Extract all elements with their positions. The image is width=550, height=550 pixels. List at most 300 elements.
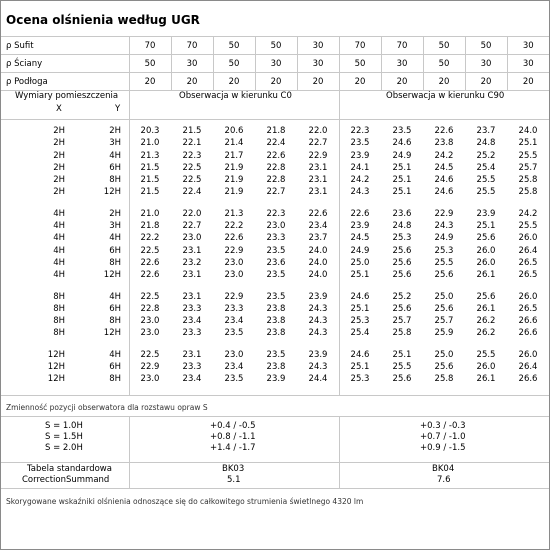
ugr-value: 23.9 xyxy=(308,349,328,360)
ugr-value: 23.0 xyxy=(266,221,286,232)
reflectance-row xyxy=(1,55,549,73)
reflectance-value: 50 xyxy=(423,37,465,55)
ugr-value: 21.7 xyxy=(224,150,244,161)
room-x: 8H xyxy=(53,291,65,302)
ugr-value: 24.0 xyxy=(308,257,328,268)
room-y: 4H xyxy=(109,233,121,244)
observation-header xyxy=(1,87,549,120)
ugr-value: 25.6 xyxy=(476,291,496,302)
ugr-value: 25.8 xyxy=(434,374,454,385)
ugr-value: 22.1 xyxy=(182,138,202,149)
room-x: 12H xyxy=(47,362,65,373)
ugr-value: 25.1 xyxy=(392,162,412,173)
ugr-value: 24.6 xyxy=(434,175,454,186)
ugr-value: 26.5 xyxy=(518,303,538,314)
ugr-value: 26.1 xyxy=(476,374,496,385)
ugr-value: 23.4 xyxy=(182,316,202,327)
room-x: 4H xyxy=(53,270,65,281)
ugr-value: 23.6 xyxy=(392,208,412,219)
ugr-value: 26.0 xyxy=(518,291,538,302)
ugr-value: 25.6 xyxy=(434,303,454,314)
room-dimensions-label: Wymiary pomieszczenia xyxy=(15,91,119,101)
c0-variation: +0.8 / -1.1 xyxy=(210,432,256,442)
ugr-value: 23.9 xyxy=(350,150,370,161)
table-row xyxy=(1,174,549,186)
ugr-value: 24.9 xyxy=(350,245,370,256)
reflectance-value: 20 xyxy=(255,73,297,91)
ugr-value: 21.0 xyxy=(140,138,160,149)
ugr-value: 26.6 xyxy=(518,374,538,385)
room-x: 2H xyxy=(53,150,65,161)
ugr-value: 23.5 xyxy=(224,374,244,385)
ugr-value: 25.1 xyxy=(392,187,412,198)
room-y: 6H xyxy=(109,245,121,256)
ugr-value: 24.2 xyxy=(518,208,538,219)
room-x: 4H xyxy=(53,208,65,219)
ugr-value: 23.1 xyxy=(308,162,328,173)
ugr-value: 24.6 xyxy=(392,138,412,149)
c90-standard-table: BK04 xyxy=(432,464,455,474)
ugr-value: 22.6 xyxy=(434,126,454,136)
ugr-value: 25.6 xyxy=(392,303,412,314)
ugr-value: 23.8 xyxy=(266,303,286,314)
ugr-value: 25.6 xyxy=(392,270,412,281)
reflectance-row xyxy=(1,37,549,55)
table-row xyxy=(1,150,549,162)
room-x: 8H xyxy=(53,303,65,314)
ugr-value: 24.5 xyxy=(434,162,454,173)
ugr-value: 26.1 xyxy=(476,270,496,281)
room-y: 8H xyxy=(109,374,121,385)
ugr-value: 22.8 xyxy=(266,175,286,186)
room-x: 2H xyxy=(53,175,65,186)
room-x: 2H xyxy=(53,162,65,173)
ugr-value: 23.7 xyxy=(476,126,496,136)
ugr-value: 23.1 xyxy=(182,270,202,281)
table-row xyxy=(1,361,549,373)
ugr-value: 22.6 xyxy=(350,208,370,219)
ugr-value: 25.2 xyxy=(392,291,412,302)
ugr-value: 25.4 xyxy=(476,162,496,173)
reflectance-value: 20 xyxy=(465,73,507,91)
ugr-value: 21.8 xyxy=(266,126,286,136)
reflectance-value: 20 xyxy=(213,73,255,91)
room-y: 2H xyxy=(109,126,121,136)
ugr-value: 22.6 xyxy=(266,150,286,161)
reflectance-value: 30 xyxy=(297,55,339,73)
ugr-value: 23.0 xyxy=(140,374,160,385)
table-row xyxy=(1,137,549,149)
reflectance-value: 50 xyxy=(339,55,381,73)
spacing-label: S = 2.0H xyxy=(45,443,83,453)
table-row xyxy=(1,220,549,232)
ugr-value: 21.9 xyxy=(224,175,244,186)
ugr-value: 25.1 xyxy=(392,349,412,360)
ugr-value: 25.6 xyxy=(392,245,412,256)
room-x: 4H xyxy=(53,257,65,268)
c90-variation: +0.9 / -1.5 xyxy=(420,443,466,453)
reflectance-value: 50 xyxy=(465,37,507,55)
ugr-value: 22.9 xyxy=(308,150,328,161)
ugr-value: 23.3 xyxy=(182,303,202,314)
ugr-value: 23.9 xyxy=(476,208,496,219)
ugr-value: 23.0 xyxy=(140,328,160,339)
ugr-value: 21.5 xyxy=(182,126,202,136)
group-spacer xyxy=(1,282,549,291)
ugr-value: 22.8 xyxy=(266,162,286,173)
c90-variation: +0.3 / -0.3 xyxy=(420,421,466,431)
c0-correction-summand: 5.1 xyxy=(227,475,241,485)
ugr-value: 23.9 xyxy=(266,374,286,385)
ugr-value: 25.5 xyxy=(476,175,496,186)
ugr-value: 22.6 xyxy=(224,233,244,244)
room-y: 3H xyxy=(109,221,121,232)
ugr-value: 24.5 xyxy=(350,233,370,244)
ugr-value: 23.3 xyxy=(266,233,286,244)
ugr-value: 22.0 xyxy=(182,208,202,219)
ugr-value: 23.7 xyxy=(308,233,328,244)
ugr-value: 24.9 xyxy=(392,150,412,161)
correction-summand-label: CorrectionSummand xyxy=(22,475,110,485)
ugr-value: 26.6 xyxy=(518,328,538,339)
ugr-value: 26.0 xyxy=(476,245,496,256)
ugr-value: 22.2 xyxy=(140,233,160,244)
ugr-value: 25.6 xyxy=(392,374,412,385)
ugr-value: 24.3 xyxy=(308,362,328,373)
ugr-value: 22.3 xyxy=(350,126,370,136)
table-row xyxy=(1,291,549,303)
reflectance-value: 70 xyxy=(381,37,423,55)
ugr-value: 25.1 xyxy=(350,362,370,373)
reflectance-value: 20 xyxy=(507,73,549,91)
ugr-value: 23.2 xyxy=(182,257,202,268)
ugr-value: 23.1 xyxy=(308,187,328,198)
table-row xyxy=(1,232,549,244)
ugr-value: 26.5 xyxy=(518,270,538,281)
room-y: 2H xyxy=(109,208,121,219)
ugr-value: 24.3 xyxy=(308,303,328,314)
ugr-value: 23.5 xyxy=(266,245,286,256)
ugr-value: 25.6 xyxy=(392,257,412,268)
room-x: 12H xyxy=(47,374,65,385)
ugr-value: 20.6 xyxy=(224,126,244,136)
ugr-value: 22.9 xyxy=(434,208,454,219)
table-row xyxy=(1,162,549,174)
ugr-value: 25.6 xyxy=(434,270,454,281)
table-row xyxy=(1,269,549,281)
ugr-value: 25.3 xyxy=(350,374,370,385)
ugr-value: 20.3 xyxy=(140,126,160,136)
reflectance-value: 20 xyxy=(297,73,339,91)
ugr-value: 26.6 xyxy=(518,316,538,327)
ugr-value: 21.5 xyxy=(140,162,160,173)
room-x: 8H xyxy=(53,328,65,339)
table-row xyxy=(1,245,549,257)
c90-correction-summand: 7.6 xyxy=(437,475,451,485)
ugr-value: 23.3 xyxy=(182,328,202,339)
room-y: 4H xyxy=(109,291,121,302)
ugr-value: 22.2 xyxy=(224,221,244,232)
c0-standard-table: BK03 xyxy=(222,464,245,474)
ugr-value: 23.1 xyxy=(182,245,202,256)
ugr-value: 25.8 xyxy=(392,328,412,339)
ugr-value: 23.4 xyxy=(224,362,244,373)
room-y: 12H xyxy=(103,328,121,339)
ugr-value: 24.6 xyxy=(350,291,370,302)
ugr-value: 22.5 xyxy=(182,162,202,173)
table-row xyxy=(1,303,549,315)
reflectance-value: 30 xyxy=(297,37,339,55)
standard-table-label: Tabela standardowa xyxy=(27,464,112,474)
ugr-value: 23.4 xyxy=(224,316,244,327)
ugr-value: 22.6 xyxy=(140,270,160,281)
room-y: 4H xyxy=(109,349,121,360)
ugr-value: 25.1 xyxy=(476,221,496,232)
ugr-value: 25.5 xyxy=(434,257,454,268)
ugr-value: 25.2 xyxy=(476,150,496,161)
ugr-value: 24.9 xyxy=(434,233,454,244)
room-x: 4H xyxy=(53,245,65,256)
ugr-value: 23.8 xyxy=(434,138,454,149)
ugr-value: 25.1 xyxy=(350,303,370,314)
ugr-value: 25.0 xyxy=(434,349,454,360)
ugr-value: 22.5 xyxy=(182,175,202,186)
ugr-value: 23.0 xyxy=(224,257,244,268)
ugr-value: 25.1 xyxy=(518,138,538,149)
ugr-value: 24.2 xyxy=(350,175,370,186)
ugr-value: 25.5 xyxy=(518,221,538,232)
table-row xyxy=(1,257,549,269)
reflectance-label: ρ Sufit xyxy=(1,37,129,55)
room-y: 6H xyxy=(109,362,121,373)
reflectance-value: 20 xyxy=(171,73,213,91)
ugr-value: 23.5 xyxy=(224,328,244,339)
ugr-value: 23.5 xyxy=(392,126,412,136)
ugr-value: 21.5 xyxy=(140,187,160,198)
ugr-value: 24.3 xyxy=(308,328,328,339)
ugr-value: 23.0 xyxy=(182,233,202,244)
ugr-value: 25.0 xyxy=(350,257,370,268)
ugr-value: 23.1 xyxy=(182,349,202,360)
group-spacer-cell xyxy=(1,199,549,208)
ugr-value: 22.5 xyxy=(140,291,160,302)
room-y: 12H xyxy=(103,270,121,281)
c90-header: Obserwacja w kierunku C90 xyxy=(386,91,505,101)
x-label: X xyxy=(56,104,62,114)
ugr-value: 25.7 xyxy=(518,162,538,173)
ugr-value: 25.6 xyxy=(434,362,454,373)
reflectance-label: ρ Ściany xyxy=(1,55,129,73)
ugr-value: 25.3 xyxy=(434,245,454,256)
ugr-value: 24.0 xyxy=(518,126,538,136)
ugr-value: 25.9 xyxy=(434,328,454,339)
ugr-value: 23.0 xyxy=(224,349,244,360)
ugr-value: 24.8 xyxy=(476,138,496,149)
ugr-value: 26.4 xyxy=(518,362,538,373)
c0-header: Obserwacja w kierunku C0 xyxy=(179,91,292,101)
ugr-value: 23.0 xyxy=(224,270,244,281)
ugr-value: 25.5 xyxy=(476,187,496,198)
ugr-value: 22.9 xyxy=(224,291,244,302)
spacing-label: S = 1.5H xyxy=(45,432,83,442)
reflectance-value: 70 xyxy=(171,37,213,55)
ugr-value: 25.5 xyxy=(518,150,538,161)
ugr-value: 24.3 xyxy=(434,221,454,232)
table-row xyxy=(1,315,549,327)
room-y: 12H xyxy=(103,187,121,198)
ugr-value: 22.4 xyxy=(266,138,286,149)
reflectance-value: 20 xyxy=(129,73,171,91)
reflectance-value: 20 xyxy=(339,73,381,91)
ugr-value: 22.7 xyxy=(266,187,286,198)
table-row xyxy=(1,186,549,198)
ugr-value: 21.3 xyxy=(140,150,160,161)
room-x: 4H xyxy=(53,233,65,244)
reflectance-value: 30 xyxy=(507,37,549,55)
reflectance-value: 20 xyxy=(381,73,423,91)
ugr-value: 25.0 xyxy=(434,291,454,302)
room-y: 6H xyxy=(109,303,121,314)
room-y: 4H xyxy=(109,150,121,161)
reflectance-value: 70 xyxy=(129,37,171,55)
ugr-value: 24.2 xyxy=(434,150,454,161)
room-x: 8H xyxy=(53,316,65,327)
ugr-value: 23.9 xyxy=(350,221,370,232)
ugr-value: 21.0 xyxy=(140,208,160,219)
ugr-value: 22.4 xyxy=(182,187,202,198)
ugr-value: 22.3 xyxy=(266,208,286,219)
ugr-value: 26.5 xyxy=(518,257,538,268)
reflectance-value: 50 xyxy=(255,37,297,55)
group-spacer-cell xyxy=(1,340,549,349)
c0-variation: +1.4 / -1.7 xyxy=(210,443,256,453)
group-spacer xyxy=(1,199,549,208)
ugr-value: 26.1 xyxy=(476,303,496,314)
ugr-value: 23.5 xyxy=(266,291,286,302)
ugr-value: 25.1 xyxy=(350,270,370,281)
room-x: 12H xyxy=(47,349,65,360)
reflectance-value: 20 xyxy=(423,73,465,91)
ugr-value: 23.5 xyxy=(266,349,286,360)
reflectance-value: 50 xyxy=(129,55,171,73)
table-row xyxy=(1,349,549,361)
page-title: Ocena olśnienia według UGR xyxy=(6,13,200,27)
ugr-value: 24.0 xyxy=(308,270,328,281)
ugr-value: 24.6 xyxy=(434,187,454,198)
reflectance-value: 30 xyxy=(255,55,297,73)
reflectance-value: 50 xyxy=(213,37,255,55)
ugr-value: 24.3 xyxy=(350,187,370,198)
room-x: 2H xyxy=(53,138,65,149)
reflectance-value: 30 xyxy=(507,55,549,73)
room-y: 8H xyxy=(109,316,121,327)
ugr-value: 23.8 xyxy=(266,328,286,339)
ugr-value: 21.4 xyxy=(224,138,244,149)
ugr-value: 24.6 xyxy=(350,349,370,360)
y-label: Y xyxy=(115,104,121,114)
ugr-value: 24.4 xyxy=(308,374,328,385)
reflectance-value: 70 xyxy=(339,37,381,55)
ugr-value: 25.1 xyxy=(392,175,412,186)
ugr-value: 21.5 xyxy=(140,175,160,186)
ugr-value: 22.6 xyxy=(308,208,328,219)
ugr-value: 22.5 xyxy=(140,349,160,360)
ugr-value: 26.2 xyxy=(476,328,496,339)
ugr-value: 26.0 xyxy=(476,257,496,268)
ugr-value: 25.3 xyxy=(350,316,370,327)
ugr-value: 22.7 xyxy=(308,138,328,149)
ugr-value: 23.3 xyxy=(224,303,244,314)
ugr-value: 26.0 xyxy=(518,233,538,244)
room-y: 8H xyxy=(109,175,121,186)
reflectance-table xyxy=(1,36,549,91)
ugr-value: 23.4 xyxy=(182,374,202,385)
ugr-value: 23.5 xyxy=(266,270,286,281)
ugr-value: 25.5 xyxy=(392,362,412,373)
ugr-value: 24.3 xyxy=(308,316,328,327)
ugr-value: 25.8 xyxy=(518,187,538,198)
table-row xyxy=(1,373,549,385)
ugr-value: 22.5 xyxy=(140,245,160,256)
ugr-value: 22.3 xyxy=(182,150,202,161)
group-spacer-cell xyxy=(1,282,549,291)
room-x: 2H xyxy=(53,126,65,136)
ugr-value: 22.8 xyxy=(140,303,160,314)
ugr-value: 23.3 xyxy=(182,362,202,373)
ugr-value: 23.0 xyxy=(140,316,160,327)
footer-note: Skorygowane wskaźniki olśnienia odnoszące się do całkowitego strumienia świetlnego 4320 lm xyxy=(6,497,364,506)
ugr-value: 21.9 xyxy=(224,162,244,173)
table-row xyxy=(1,208,549,220)
ugr-value: 22.9 xyxy=(140,362,160,373)
c0-variation: +0.4 / -0.5 xyxy=(210,421,256,431)
ugr-value: 23.6 xyxy=(266,257,286,268)
ugr-value: 25.3 xyxy=(392,233,412,244)
ugr-value: 23.8 xyxy=(266,316,286,327)
reflectance-label: ρ Podłoga xyxy=(1,73,129,91)
ugr-value: 22.0 xyxy=(308,126,328,136)
ugr-value: 23.8 xyxy=(266,362,286,373)
ugr-value: 25.5 xyxy=(476,349,496,360)
room-x: 2H xyxy=(53,187,65,198)
reflectance-value: 50 xyxy=(423,55,465,73)
reflectance-value: 30 xyxy=(171,55,213,73)
ugr-value: 21.8 xyxy=(140,221,160,232)
table-row xyxy=(1,327,549,339)
room-y: 8H xyxy=(109,257,121,268)
ugr-value: 21.3 xyxy=(224,208,244,219)
ugr-value: 24.0 xyxy=(308,245,328,256)
reflectance-value: 30 xyxy=(381,55,423,73)
room-x: 4H xyxy=(53,221,65,232)
ugr-value: 23.9 xyxy=(308,291,328,302)
group-spacer xyxy=(1,340,549,349)
spacing-label: S = 1.0H xyxy=(45,421,83,431)
ugr-value: 25.6 xyxy=(476,233,496,244)
variation-note: Zmienność pozycji obserwatora dla rozstawu opraw S xyxy=(6,403,208,412)
ugr-value: 22.9 xyxy=(224,245,244,256)
ugr-value: 26.0 xyxy=(476,362,496,373)
ugr-value: 26.2 xyxy=(476,316,496,327)
ugr-value: 22.7 xyxy=(182,221,202,232)
ugr-value: 25.7 xyxy=(392,316,412,327)
ugr-value: 26.0 xyxy=(518,349,538,360)
ugr-values-table xyxy=(1,125,549,386)
ugr-value: 23.4 xyxy=(308,221,328,232)
ugr-value: 23.5 xyxy=(350,138,370,149)
reflectance-value: 30 xyxy=(465,55,507,73)
reflectance-value: 50 xyxy=(213,55,255,73)
